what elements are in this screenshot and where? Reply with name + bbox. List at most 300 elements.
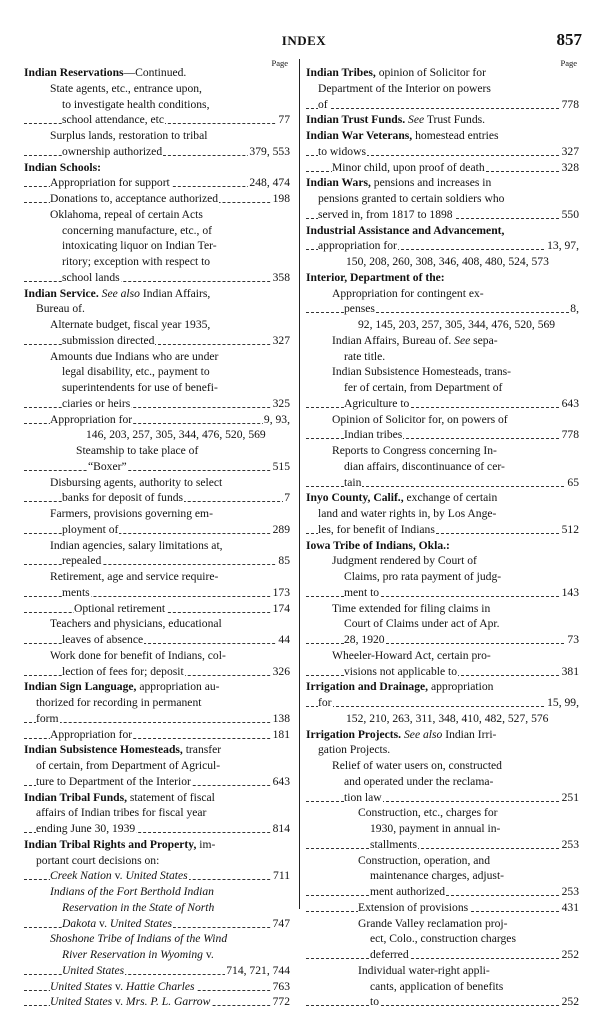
index-line-text xyxy=(318,239,398,252)
entry-text: intoxicating liquor on Indian Ter- xyxy=(62,239,217,253)
entry-text: State agents, etc., entrance upon, xyxy=(50,81,202,95)
index-line xyxy=(306,522,579,538)
index-line xyxy=(306,112,579,128)
entry-text: Wheeler-Howard Act, certain pro- xyxy=(332,648,491,662)
index-line-text xyxy=(318,507,497,520)
index-line-text xyxy=(344,460,506,473)
index-line xyxy=(24,412,290,428)
index-line-text xyxy=(332,602,491,615)
page-reference: 77 xyxy=(278,113,290,127)
index-line-text xyxy=(306,66,487,79)
index-line-text xyxy=(62,633,144,646)
index-line-text xyxy=(306,113,486,126)
entry-text: Work done for benefit of Indians, col- xyxy=(50,648,226,662)
index-line-text xyxy=(370,980,504,993)
index-line-text xyxy=(76,444,199,457)
entry-text: 150, 208, 260, 308, 346, 408, 480, 524, 573 xyxy=(346,255,549,268)
entry-text: Surplus lands, restoration to tribal xyxy=(50,129,208,142)
entry-text: Judgment rendered by Court of xyxy=(332,554,477,568)
page-number: 857 xyxy=(556,30,582,49)
index-line-text xyxy=(344,381,503,394)
index-line-text xyxy=(344,791,383,804)
entry-text: superintendents for use of benefi- xyxy=(62,381,218,394)
index-line-text xyxy=(370,995,380,1008)
entry-text: concerning manufacture, etc., of xyxy=(62,223,212,237)
index-line-text xyxy=(62,948,215,961)
entry-text: legal disability, etc., payment to xyxy=(62,365,210,379)
index-line-text xyxy=(50,539,224,552)
entry-heading: Indian Trust Funds. xyxy=(306,113,406,127)
page-reference: 44 xyxy=(278,633,290,646)
page-reference: 253 xyxy=(561,837,579,851)
entry-text: portant court decisions on: xyxy=(36,853,160,867)
index-line xyxy=(306,648,579,664)
entry-text: gation Projects. xyxy=(318,743,391,757)
entry-text: land and water rights in, by Los Ange- xyxy=(318,507,497,520)
italic-text: United States xyxy=(50,979,113,993)
entry-text: v. xyxy=(112,995,126,1009)
index-line xyxy=(24,128,290,144)
page-reference: 143 xyxy=(561,585,579,599)
page-reference: 711 xyxy=(273,869,290,883)
index-line xyxy=(24,790,290,806)
entry-text: dian affairs, discontinuance of cer- xyxy=(344,459,505,473)
italic-text: See also xyxy=(404,727,443,741)
index-line xyxy=(24,805,290,821)
entry-text: Construction, etc., charges for xyxy=(358,806,498,820)
index-line-text xyxy=(74,602,166,615)
index-line xyxy=(306,679,579,695)
page-column-label: Page xyxy=(560,58,577,68)
index-line xyxy=(306,270,579,286)
index-line-text xyxy=(50,649,227,662)
entry-text: Indian Affairs, Bureau of. xyxy=(332,333,455,347)
entry-text: im- xyxy=(196,837,216,851)
entry-text: Farmers, provisions governing em- xyxy=(50,507,213,520)
index-line-text xyxy=(62,491,184,504)
left-entries xyxy=(24,65,290,1010)
entry-text: Relief of water users on, constructed xyxy=(332,759,502,772)
index-line xyxy=(306,65,579,81)
entry-text: Court of Claims under act of Apr. xyxy=(344,617,500,631)
index-line-text xyxy=(332,649,492,662)
index-line xyxy=(24,475,290,491)
entry-heading: Indian Service. xyxy=(24,286,99,300)
entry-heading: Indian War Veterans, xyxy=(306,129,413,142)
index-line xyxy=(24,601,290,617)
entry-text: stallments xyxy=(370,837,418,851)
index-line xyxy=(24,821,290,837)
index-line xyxy=(24,742,290,758)
entry-text: affairs of Indian tribes for fiscal year xyxy=(36,806,207,820)
entry-text: ment authorized xyxy=(370,885,446,898)
entry-text: ending June 30, 1939 xyxy=(36,822,136,835)
entry-text: ownership authorized xyxy=(62,144,163,158)
index-line xyxy=(24,81,290,97)
index-line xyxy=(306,506,579,522)
italic-text: United States xyxy=(50,995,113,1009)
entry-text: Oklahoma, repeal of certain Acts xyxy=(50,207,203,221)
index-line xyxy=(306,884,579,900)
index-line xyxy=(24,695,290,711)
entry-text: sepa- xyxy=(470,333,498,347)
index-line xyxy=(24,97,290,113)
index-line xyxy=(24,522,290,538)
index-line xyxy=(306,821,579,837)
entry-text: Appropriation for xyxy=(50,727,133,741)
entry-text: pensions and increases in xyxy=(370,176,492,190)
index-line xyxy=(24,301,290,317)
index-line xyxy=(306,742,579,758)
page-reference: 9, 93, xyxy=(263,412,290,426)
entry-text: Grande Valley reclamation proj- xyxy=(358,916,508,930)
entry-text: Bureau of. xyxy=(36,302,85,316)
index-line xyxy=(306,490,579,506)
index-line-text xyxy=(332,413,509,426)
index-line xyxy=(24,207,290,223)
index-line xyxy=(306,412,579,428)
entry-text: v. xyxy=(112,979,126,993)
column-divider xyxy=(299,59,300,909)
index-line xyxy=(24,191,290,207)
entry-text: Indian tribes xyxy=(344,428,403,442)
entry-text: form xyxy=(36,711,59,725)
entry-text: Opinion of Solicitor for, on powers of xyxy=(332,412,508,426)
index-line xyxy=(24,286,290,302)
index-line xyxy=(306,175,579,191)
index-line-text xyxy=(306,491,498,504)
index-line xyxy=(306,238,579,254)
index-line-text xyxy=(358,917,508,930)
index-line-text xyxy=(306,224,505,237)
index-line-text xyxy=(50,413,133,426)
page-reference: 381 xyxy=(561,664,579,678)
index-line-text xyxy=(36,806,207,819)
page-reference: 326 xyxy=(272,664,290,678)
entry-text: Indian Subsistence Homesteads, trans- xyxy=(332,365,512,379)
italic-text: Indians of the Fort Berthold Indian xyxy=(50,885,214,898)
index-line xyxy=(306,380,579,396)
index-line xyxy=(24,900,290,916)
index-line-text xyxy=(62,964,125,977)
index-line-text xyxy=(318,145,367,158)
index-line-text xyxy=(344,428,403,441)
page-reference: 763 xyxy=(272,979,290,993)
entry-text: Donations to, acceptance authorized xyxy=(50,192,219,205)
page-reference: 8, xyxy=(570,302,579,316)
index-line-text xyxy=(62,586,91,599)
page-reference: 772 xyxy=(272,995,290,1009)
page-reference: 515 xyxy=(272,459,290,473)
entry-text: appropriation au- xyxy=(136,680,220,694)
index-line xyxy=(306,254,579,270)
index-line xyxy=(24,758,290,774)
index-line xyxy=(306,286,579,302)
index-line-text xyxy=(318,98,329,111)
index-line-text xyxy=(332,554,478,567)
index-line-text xyxy=(50,570,219,583)
index-line xyxy=(306,569,579,585)
running-head-title: INDEX xyxy=(281,33,327,48)
index-line xyxy=(306,333,579,349)
index-line-text xyxy=(62,665,185,678)
index-line-text xyxy=(62,145,163,158)
entry-text: to investigate health conditions, xyxy=(62,97,210,111)
entry-text: school attendance, etc xyxy=(62,113,165,127)
italic-text: United States xyxy=(125,869,188,883)
entry-text: 1930, payment in annual in- xyxy=(370,822,501,835)
page-reference: 173 xyxy=(272,585,290,599)
index-line xyxy=(306,191,579,207)
entry-text: fer of certain, from Department of xyxy=(344,381,503,394)
index-line xyxy=(306,427,579,443)
index-line-text xyxy=(36,759,221,772)
page-reference: 778 xyxy=(561,97,579,111)
index-line xyxy=(24,349,290,365)
entry-text: exchange of certain xyxy=(403,491,498,505)
index-line-text xyxy=(358,806,499,819)
index-line xyxy=(306,774,579,790)
index-line-text xyxy=(346,255,550,268)
page-reference: 252 xyxy=(561,995,579,1009)
index-line xyxy=(306,223,579,239)
italic-text: River Reservation in Wyoming xyxy=(62,948,203,961)
index-line-text xyxy=(36,696,202,709)
index-line xyxy=(306,868,579,884)
page-reference: 7 xyxy=(284,491,290,505)
index-line-text xyxy=(318,208,454,221)
index-line-text xyxy=(318,696,333,709)
index-line-text xyxy=(62,255,211,268)
index-line xyxy=(24,931,290,947)
index-line-text xyxy=(62,334,155,347)
entry-text: 28, 1920 xyxy=(344,633,385,646)
index-line xyxy=(24,648,290,664)
index-line-text xyxy=(332,444,498,457)
index-line-text xyxy=(306,728,497,741)
index-line-text xyxy=(36,854,160,867)
italic-text: Shoshone Tribe of Indians of the Wind xyxy=(50,932,228,946)
entry-text: 152, 210, 263, 311, 348, 410, 482, 527, 576 xyxy=(346,711,549,725)
index-line xyxy=(24,380,290,396)
index-line xyxy=(306,301,579,317)
index-line xyxy=(306,585,579,601)
page-reference: 325 xyxy=(272,396,290,410)
page-column-label: Page xyxy=(271,58,288,68)
index-line xyxy=(24,333,290,349)
index-line-text xyxy=(370,869,505,882)
entry-text: tain xyxy=(344,475,362,489)
index-line xyxy=(24,585,290,601)
entry-text: Indian Irri- xyxy=(442,727,497,741)
index-line xyxy=(24,270,290,286)
index-line-text xyxy=(36,822,136,835)
entry-text: statement of fiscal xyxy=(127,790,215,804)
index-line-text xyxy=(50,980,196,993)
entry-heading: Indian Tribes, xyxy=(306,66,376,79)
entry-text: leaves of absence xyxy=(62,633,144,646)
index-line xyxy=(24,317,290,333)
index-line xyxy=(24,506,290,522)
index-line-text xyxy=(50,885,215,898)
entry-heading: Indian Tribal Funds, xyxy=(24,790,128,804)
index-line-text xyxy=(50,995,211,1008)
entry-text: Amounts due Indians who are under xyxy=(50,349,219,363)
entry-text: appropriation xyxy=(428,680,494,694)
index-line xyxy=(306,963,579,979)
index-line-text xyxy=(358,854,491,867)
index-line xyxy=(24,553,290,569)
index-line-text xyxy=(62,523,119,536)
index-line xyxy=(24,979,290,995)
entry-text: of certain, from Department of Agricul- xyxy=(36,759,221,772)
index-line xyxy=(24,238,290,254)
index-line xyxy=(306,758,579,774)
index-line xyxy=(306,994,579,1010)
index-line xyxy=(24,727,290,743)
index-line xyxy=(24,144,290,160)
italic-text: Reservation in the State of North xyxy=(62,900,215,914)
index-line xyxy=(306,711,579,727)
italic-text: Hattie Charles xyxy=(125,979,195,993)
entry-heading: Industrial Assistance and Advancement, xyxy=(306,223,505,237)
entry-text: for xyxy=(318,696,332,709)
index-line xyxy=(24,884,290,900)
entry-text: pensions granted to certain soldiers who xyxy=(318,192,505,205)
entry-text: Alternate budget, fiscal year 1935, xyxy=(50,318,211,331)
index-line-text xyxy=(86,428,267,441)
entry-text: and operated under the reclama- xyxy=(344,774,494,788)
index-line-text xyxy=(62,381,219,394)
index-line xyxy=(306,538,579,554)
right-column xyxy=(306,58,579,1010)
index-line-text xyxy=(88,460,128,473)
index-line xyxy=(306,364,579,380)
page-reference: 643 xyxy=(272,774,290,788)
index-line-text xyxy=(24,66,187,79)
index-line-text xyxy=(306,271,446,284)
index-line-text xyxy=(36,302,86,315)
index-line-text xyxy=(62,917,173,930)
page-reference: 814 xyxy=(272,822,290,835)
index-line xyxy=(306,601,579,617)
entry-text: Department of the Interior on powers xyxy=(318,81,491,95)
entry-heading: Interior, Department of the: xyxy=(306,270,445,284)
index-line xyxy=(24,569,290,585)
index-line-text xyxy=(50,82,203,95)
index-line-text xyxy=(24,838,216,851)
entry-text: Time extended for filing claims in xyxy=(332,601,491,615)
page-reference: 431 xyxy=(561,900,579,914)
index-line-text xyxy=(306,539,451,552)
page-reference: 550 xyxy=(561,207,579,221)
index-line-text xyxy=(50,350,219,363)
entry-text: ture to Department of the Interior xyxy=(36,774,191,788)
page-reference: 643 xyxy=(561,396,579,410)
index-line-text xyxy=(62,239,218,252)
index-line-text xyxy=(332,161,486,174)
index-line-text xyxy=(50,176,171,189)
entry-heading: Indian Tribal Rights and Property, xyxy=(24,837,197,851)
index-line xyxy=(306,207,579,223)
index-line xyxy=(306,81,579,97)
entry-text: 92, 145, 203, 257, 305, 344, 476, 520, 569 xyxy=(358,318,556,331)
entry-text: Steamship to take place of xyxy=(76,444,199,457)
index-line xyxy=(24,679,290,695)
index-line-text xyxy=(318,743,391,756)
index-line-text xyxy=(62,271,121,284)
entry-text: ciaries or heirs xyxy=(62,396,131,410)
index-line-text xyxy=(358,901,469,914)
index-line xyxy=(306,396,579,412)
entry-heading: Irrigation and Drainage, xyxy=(306,680,429,694)
index-line-text xyxy=(24,161,102,174)
page-reference: 181 xyxy=(272,727,290,741)
italic-text: Mrs. P. L. Garrow xyxy=(125,995,211,1009)
entry-text: Reports to Congress concerning In- xyxy=(332,444,497,457)
page-reference: 138 xyxy=(272,711,290,725)
page-reference: 73 xyxy=(567,633,579,646)
entry-text: ritory; exception with respect to xyxy=(62,255,211,268)
index-line-text xyxy=(62,901,215,914)
index-line-text xyxy=(344,617,501,630)
index-line xyxy=(306,900,579,916)
left-column xyxy=(24,58,290,1010)
index-line-text xyxy=(344,350,386,363)
entry-text: Teachers and physicians, educational xyxy=(50,617,222,631)
index-line xyxy=(306,695,579,711)
index-line-text xyxy=(62,554,102,567)
page-reference: 65 xyxy=(567,475,579,489)
index-line xyxy=(306,632,579,648)
index-line xyxy=(24,160,290,176)
index-line-text xyxy=(318,523,436,536)
index-line xyxy=(306,727,579,743)
index-line xyxy=(306,616,579,632)
entry-text: rate title. xyxy=(344,349,386,363)
index-line xyxy=(24,916,290,932)
page-reference: 289 xyxy=(272,522,290,536)
index-line-text xyxy=(370,885,446,898)
italic-text: United States xyxy=(62,963,125,977)
entry-text: Indian Affairs, xyxy=(139,286,211,300)
entry-heading: Irrigation Projects. xyxy=(306,727,402,741)
index-line-text xyxy=(332,287,485,300)
index-line-text xyxy=(36,712,60,725)
index-line-text xyxy=(318,82,492,95)
entry-text: —Continued. xyxy=(123,66,187,79)
entry-text: to xyxy=(370,995,380,1009)
index-line-text xyxy=(50,192,219,205)
entry-text: penses xyxy=(344,302,375,316)
italic-text: See xyxy=(454,333,471,347)
index-line xyxy=(306,97,579,113)
entry-heading: Indian Sign Language, xyxy=(24,680,137,694)
index-line-text xyxy=(344,397,410,410)
entry-text: thorized for recording in permanent xyxy=(36,696,202,709)
right-entries xyxy=(306,65,579,1010)
index-line xyxy=(306,128,579,144)
index-line-text xyxy=(344,775,494,788)
entry-heading: Iowa Tribe of Indians, Okla.: xyxy=(306,538,450,552)
index-line xyxy=(306,979,579,995)
index-line xyxy=(24,65,290,81)
page-reference: 251 xyxy=(561,790,579,804)
page-reference: 327 xyxy=(561,144,579,158)
index-line-text xyxy=(24,287,211,300)
entry-text: transfer xyxy=(182,743,222,757)
entry-text: “Boxer” xyxy=(88,459,127,473)
